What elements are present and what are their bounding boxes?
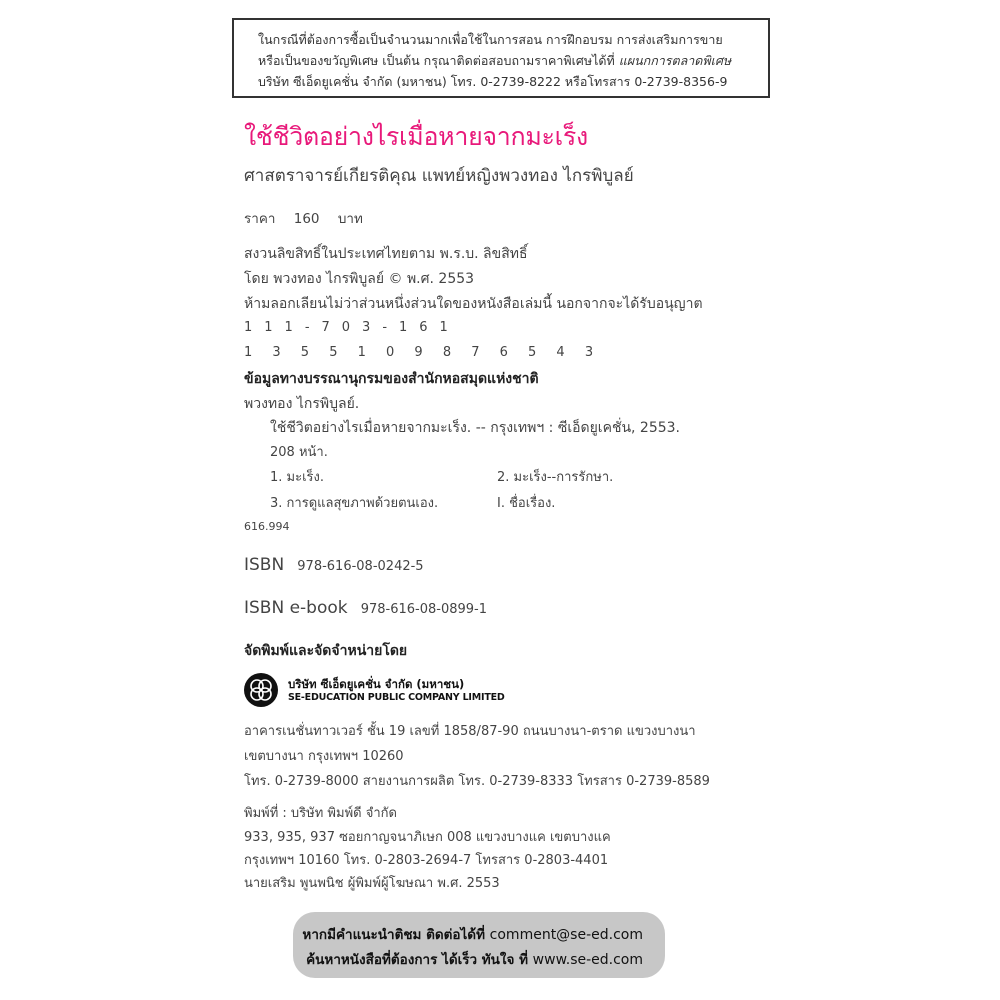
- bulk-order-notice: [232, 18, 770, 98]
- cip-subject-3: 3. การดูแลสุขภาพด้วยตนเอง.: [270, 496, 439, 511]
- notice-line-2-italic: แผนกการตลาดพิเศษ: [618, 53, 732, 68]
- cip-author: พวงทอง ไกรพิบูลย์.: [244, 396, 360, 412]
- cip-pages: 208 หน้า.: [270, 445, 328, 460]
- publisher-heading: จัดพิมพ์และจัดจำหน่ายโดย: [244, 643, 408, 659]
- notice-line-2: [258, 50, 758, 71]
- book-code: 111-703-161: [244, 320, 460, 335]
- copyright-line-1: สงวนลิขสิทธิ์ในประเทศไทยตาม พ.ร.บ. ลิขสิทธิ์: [244, 246, 528, 262]
- print-run: 1 3 5 5 1 0 9 8 7 6 5 4 3: [244, 345, 602, 360]
- isbn-ebook-value: 978-616-08-0899-1: [360, 602, 488, 617]
- website-link[interactable]: www.se-ed.com: [532, 952, 643, 968]
- publisher-phones: โทร. 0-2739-8000 สายงานการผลิต โทร. 0-2739-8333 โทรสาร 0-2739-8589: [244, 774, 710, 789]
- publisher-address-1: อาคารเนชั่นทาวเวอร์ ชั้น 19 เลขที่ 1858/87-90 ถนนบางนา-ตราด แขวงบางนา: [244, 724, 696, 739]
- cip-subject-1: 1. มะเร็ง.: [270, 470, 324, 485]
- price-unit: บาท: [337, 211, 363, 227]
- isbn-print-label: ISBN: [244, 555, 285, 575]
- printer-line-4: นายเสริม พูนพนิช ผู้พิมพ์ผู้โฆษณา พ.ศ. 2553: [244, 876, 500, 891]
- book-author: ศาสตราจารย์เกียรติคุณ แพทย์หญิงพวงทอง ไกรพิบูลย์: [244, 166, 634, 186]
- price-value: 160: [293, 211, 320, 227]
- publisher-address-2: เขตบางนา กรุงเทพฯ 10260: [244, 749, 404, 764]
- copyright-line-2: โดย พวงทอง ไกรพิบูลย์ © พ.ศ. 2553: [244, 271, 475, 287]
- cip-heading: ข้อมูลทางบรรณานุกรมของสำนักหอสมุดแห่งชาติ: [244, 371, 539, 387]
- logo-text-thai: บริษัท ซีเอ็ดยูเคชั่น จำกัด (มหาชน): [288, 677, 465, 691]
- copyright-line-3: ห้ามลอกเลียนไม่ว่าส่วนหนึ่งส่วนใดของหนังสือเล่มนี้ นอกจากจะได้รับอนุญาต: [244, 296, 703, 312]
- search-line: [306, 948, 643, 970]
- isbn-print: [244, 555, 424, 575]
- isbn-print-value: 978-616-08-0242-5: [297, 559, 424, 574]
- se-ed-logo-mark: [244, 673, 278, 707]
- logo-text-english: SE-EDUCATION PUBLIC COMPANY LIMITED: [288, 692, 505, 703]
- isbn-ebook-label: ISBN e-book: [244, 598, 348, 618]
- book-title: ใช้ชีวิตอย่างไรเมื่อหายจากมะเร็ง: [244, 122, 588, 151]
- notice-line-1: ในกรณีที่ต้องการซื้อเป็นจำนวนมากเพื่อใช้ในการสอน การฝึกอบรม การส่งเสริมการขาย: [258, 32, 723, 47]
- search-label: ค้นหาหนังสือที่ต้องการ ได้เร็ว ทันใจ ที่: [306, 952, 533, 968]
- notice-line-2-text: หรือเป็นของขวัญพิเศษ เป็นต้น กรุณาติดต่อสอบถามราคาพิเศษได้ที่: [258, 53, 619, 68]
- cip-title: ใช้ชีวิตอย่างไรเมื่อหายจากมะเร็ง. -- กรุงเทพฯ : ซีเอ็ดยูเคชั่น, 2553.: [270, 420, 681, 436]
- feedback-email-link[interactable]: comment@se-ed.com: [489, 927, 643, 943]
- printer-line-1: พิมพ์ที่ : บริษัท พิมพ์ดี จำกัด: [244, 806, 397, 821]
- price-label: ราคา: [244, 211, 276, 227]
- printer-line-2: 933, 935, 937 ซอยกาญจนาภิเษก 008 แขวงบางแค เขตบางแค: [244, 830, 611, 845]
- book-price: [244, 207, 377, 229]
- cip-classification: 616.994: [244, 520, 290, 533]
- se-ed-logo-icon: [244, 673, 278, 707]
- isbn-ebook: [244, 598, 487, 618]
- contact-footer: [293, 912, 665, 978]
- notice-line-3: บริษัท ซีเอ็ดยูเคชั่น จำกัด (มหาชน) โทร. 0-2739-8222 หรือโทรสาร 0-2739-8356-9: [258, 74, 728, 89]
- printer-line-3: กรุงเทพฯ 10160 โทร. 0-2803-2694-7 โทรสาร 0-2803-4401: [244, 853, 609, 868]
- feedback-label: หากมีคำแนะนำติชม ติดต่อได้ที่: [302, 927, 490, 943]
- cip-subject-4: I. ชื่อเรื่อง.: [497, 496, 556, 511]
- feedback-line: [302, 923, 643, 945]
- cip-subject-2: 2. มะเร็ง--การรักษา.: [497, 470, 614, 485]
